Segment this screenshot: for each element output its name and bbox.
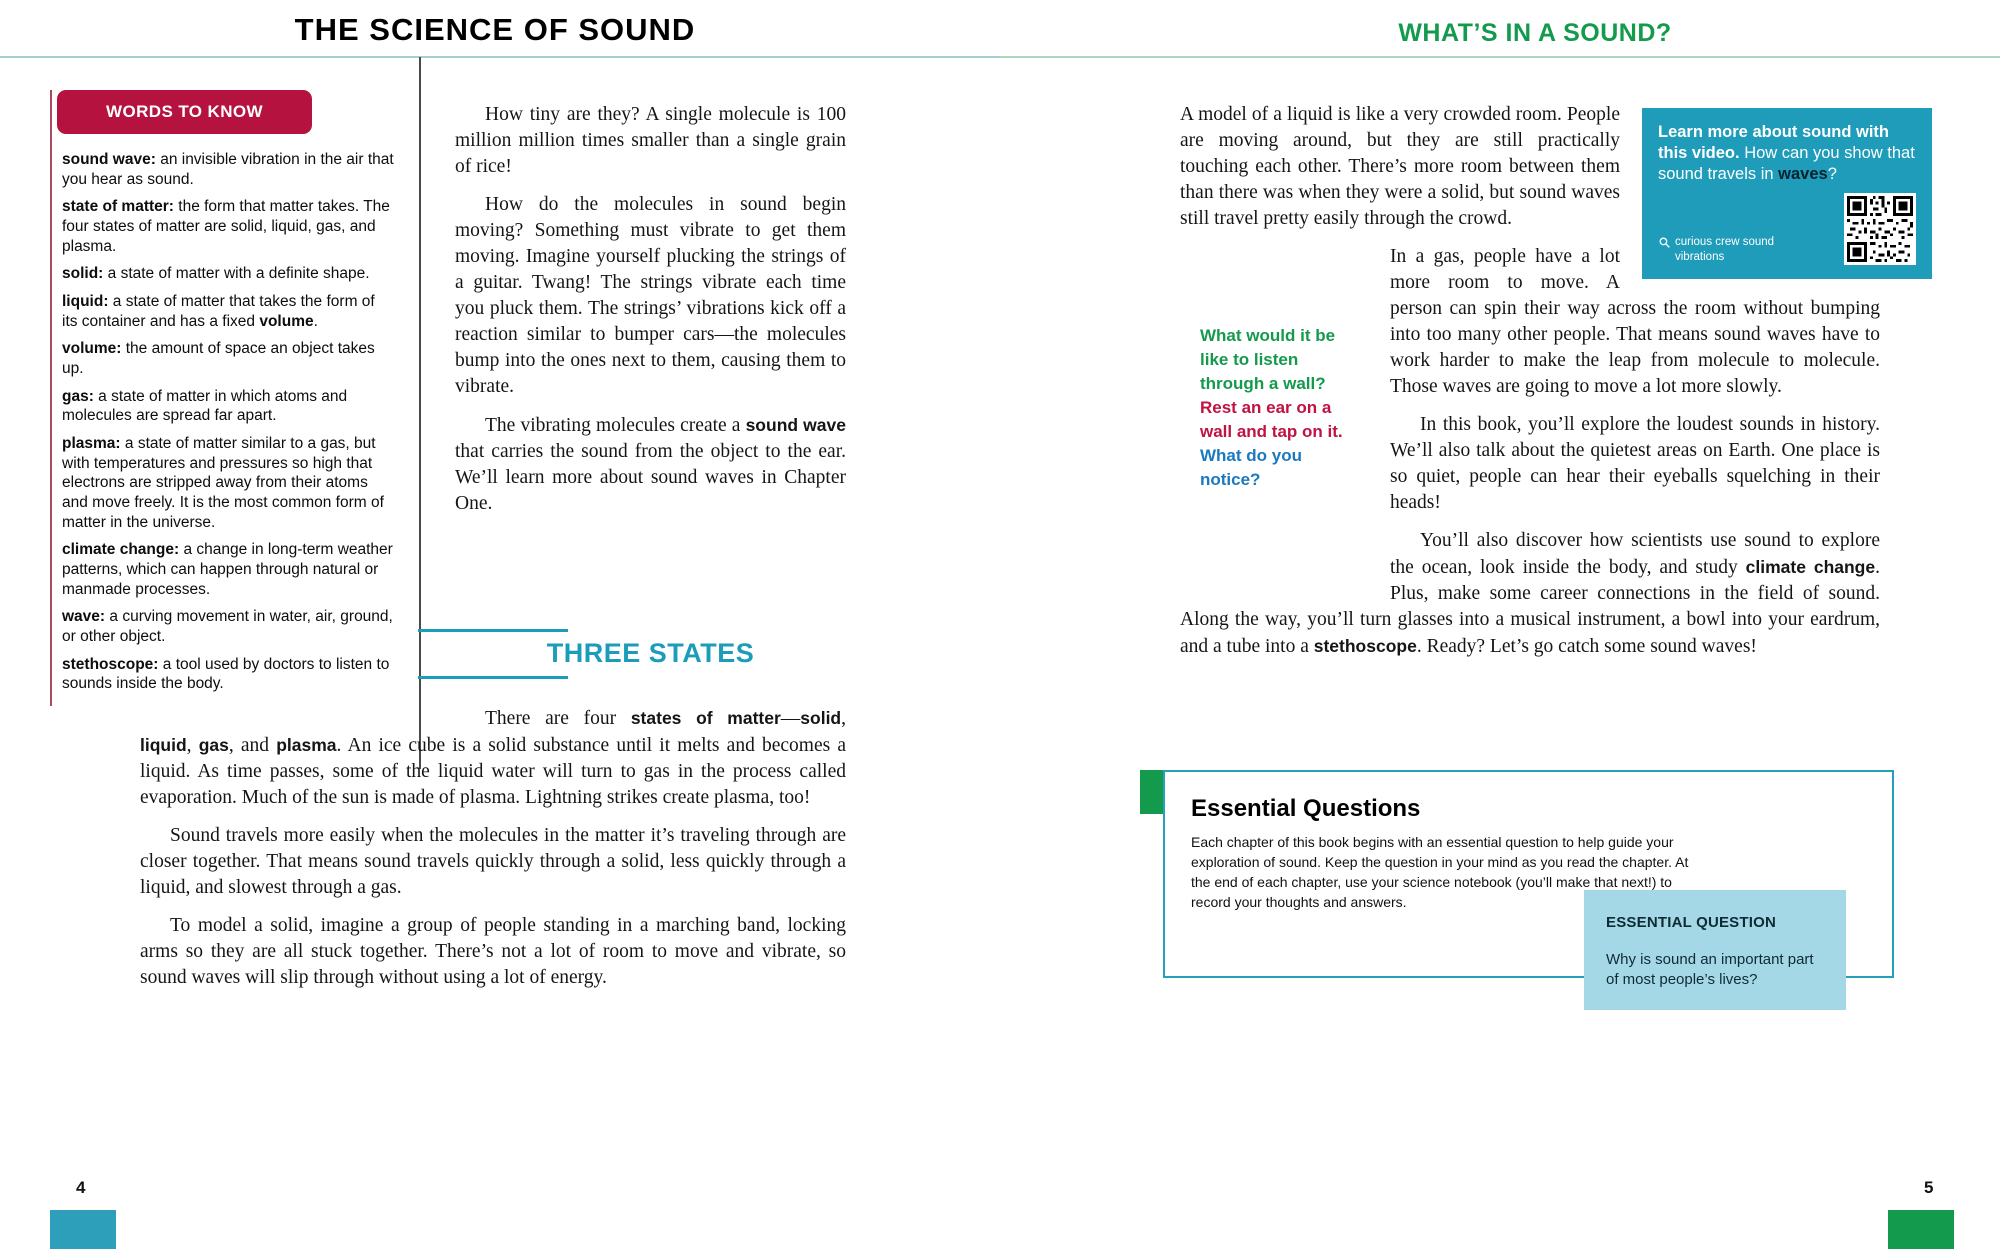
keyword-solid: solid [800,708,842,728]
glossary-entry-climate-change [62,540,394,599]
callout-text-crimson: Rest an ear on a wall and tap on it. [1200,398,1343,441]
qr-code [1844,193,1916,265]
video-lead-rest: How can you show that sound travels in [1658,144,1915,183]
glossary-entry-wave [62,607,394,646]
activity-question-callout [1200,324,1352,576]
glossary-term: volume: [62,340,122,358]
page-number-right: 5 [1924,1178,1934,1197]
glossary-term: state of matter: [62,198,174,216]
glossary-entry-stethoscope [62,655,394,694]
callout-text-green: What would it be like to listen through a wall? [1200,326,1336,393]
text-run: You’ll also discover how scientists use sound to explore the ocean, look inside the body, and study [1390,530,1880,578]
corner-teal-square [50,1210,116,1249]
corner-green-square [1888,1210,1954,1249]
glossary-definition: a state of matter similar to a gas, but with temperatures and pressures so high that electrons are stripped away from their atoms and move freely. It is the most common form of matter in the universe. [62,435,384,531]
video-lead-bold: Learn more about sound with this video. [1658,123,1890,162]
text-run: . An ice cube is a solid substance until it melts and becomes a liquid. As time passes, some of the liquid water will turn to gas in the process called evaporation. Much of the sun is made of plasma. Lightning strikes create plasma, too! [140,735,847,808]
video-callout-footer [1658,193,1916,265]
essential-question-box-text: Why is sound an important part of most people’s lives? [1606,951,1814,988]
text-run: There are four [485,708,631,729]
glossary-definition: the form that matter takes. The four states of matter are solid, liquid, gas, and plasma. [62,198,390,255]
keyword-waves: waves [1778,165,1828,183]
words-to-know-box [50,90,420,706]
keyword-climate-change: climate change [1745,557,1876,577]
video-question-mark: ? [1827,165,1837,183]
glossary-term: stethoscope: [62,655,159,673]
keyword-gas: gas [198,735,229,755]
chapter-title: WHAT’S IN A SOUND? [1398,19,1672,47]
text-run: , [186,735,199,756]
glossary-definition: the amount of space an object takes up. [62,340,375,378]
glossary-definition: a tool used by doctors to listen to sounds inside the body. [62,655,390,693]
glossary-list [52,134,420,706]
glossary-term: gas: [62,387,94,405]
text-run: that carries the sound from the object to the ear. We’ll learn more about sound waves in Chapter One. [455,441,846,514]
text-run: . Ready? Let’s go catch some sound waves! [1416,636,1757,657]
heading-rule-bottom [418,676,568,679]
glossary-definition: a state of matter that takes the form of its container and has a fixed [62,293,375,330]
search-icon [1658,236,1671,249]
glossary-entry-plasma [62,434,394,532]
glossary-term: liquid: [62,293,109,311]
essential-questions-title: Essential Questions [1191,795,1421,822]
text-run: . Plus, make some career connections in the field of sound. Along the way, you’ll turn glasses into a musical instrument, a bowl into your eardrum, and a tube into a [1180,557,1880,657]
page-number-left: 4 [76,1178,86,1197]
keyword-plasma: plasma [276,735,337,755]
glossary-definition: a state of matter with a definite shape. [103,265,370,283]
glossary-definition: an invisible vibration in the air that you hear as sound. [62,151,394,188]
essential-question-box-title: ESSENTIAL QUESTION [1606,914,1777,931]
glossary-term: plasma: [62,435,121,453]
glossary-entry-state-of-matter [62,197,394,256]
glossary-term: solid: [62,265,104,283]
essential-questions-panel [1163,770,1894,988]
left-page [62,90,847,1003]
search-hint [1658,235,1776,265]
glossary-term: sound wave: [62,151,156,168]
paragraph-how-tiny: How tiny are they? A single molecule is 100 million million times smaller than a single grain of rice! [455,104,846,177]
glossary-entry-volume [62,339,394,378]
text-run: The vibrating molecules create a [485,415,746,436]
callout-text-blue: What do you notice? [1200,446,1302,489]
text-run: — [780,708,801,729]
header-rule-left [0,56,1000,58]
paragraph-states-of-matter [140,705,846,811]
book-title: THE SCIENCE OF SOUND [294,12,696,47]
glossary-entry-gas [62,387,394,426]
essential-questions-section [1140,770,1890,988]
glossary-definition: a state of matter in which atoms and molecules are spread far apart. [62,387,348,425]
glossary-definition: a change in long-term weather patterns, which can happen through natural or manmade processes. [62,541,393,598]
section-title: THREE STATES [546,638,755,668]
glossary-bold-word: volume [259,312,314,330]
paragraph-sound-travels: Sound travels more easily when the molecules in the matter it’s traveling through are closer together. That means sound travels quickly through a solid, less quickly through a liquid, and slowest through a gas. [140,825,846,898]
paragraph-molecules-moving: How do the molecules in sound begin moving? Something must vibrate to get them moving. Imagine yourself plucking the strings of a guitar. Twang! The strings vibrate each time you pluck them. The strings’ vibrations kick off a reaction similar to bumper cars—the molecules bump into the ones next to them, causing them to vibrate. [455,194,846,397]
glossary-definition: a curving movement in water, air, ground, or other object. [62,608,393,646]
header-rule-right [1000,56,2000,58]
video-callout-text [1658,122,1916,185]
text-run: , and [228,735,277,756]
glossary-entry-solid [62,264,394,284]
glossary-definition: . [313,312,318,330]
search-hint-text: curious crew sound vibrations [1675,236,1775,264]
words-to-know-title: WORDS TO KNOW [57,90,312,134]
glossary-entry-liquid [62,292,394,331]
keyword-states-of-matter: states of matter [630,708,781,728]
paragraph-marching-band: To model a solid, imagine a group of people standing in a marching band, locking arms so they are all stuck together. There’s not a lot of room to move and vibrate, so sound waves will slip through without using a lot of energy. [140,915,846,988]
essential-questions-body: Each chapter of this book begins with an essential question to help guide your exploration of sound. Keep the question in your mind as you read the chapter. At the end of each chapter, use your science notebook (you’ll make that next!) to record your thoughts and answers. [1191,834,1689,910]
text-run: A model of a liquid is like a very crowded room. People are moving around, but they are still practically touching each other. There’s more room between them than there was when they were a solid, but sound waves still travel pretty easily through the crowd. [1180,104,1620,229]
keyword-sound-wave: sound wave [745,415,846,435]
text-run: In a gas, people have a lot more room to move. A person can spin their way across the room without bumping into too many other people. That means sound waves have to work harder to make the leap from molecule to molecule. Those waves are going to move a lot more slowly. [1390,246,1880,397]
glossary-term: wave: [62,608,106,626]
keyword-stethoscope: stethoscope [1313,636,1417,656]
keyword-liquid: liquid [140,735,187,755]
right-page [1180,90,1915,988]
text-run: , [841,708,846,729]
essential-question-box [1584,890,1846,1010]
glossary-entry-sound-wave [62,150,394,189]
glossary-term: climate change: [62,541,180,559]
video-callout-box [1642,108,1932,279]
paragraph-in-this-book: In this book, you’ll explore the loudest sounds in history. We’ll also talk about the quietest areas on Earth. One place is so quiet, people can hear their eyeballs squelching in their heads! [1390,414,1880,513]
